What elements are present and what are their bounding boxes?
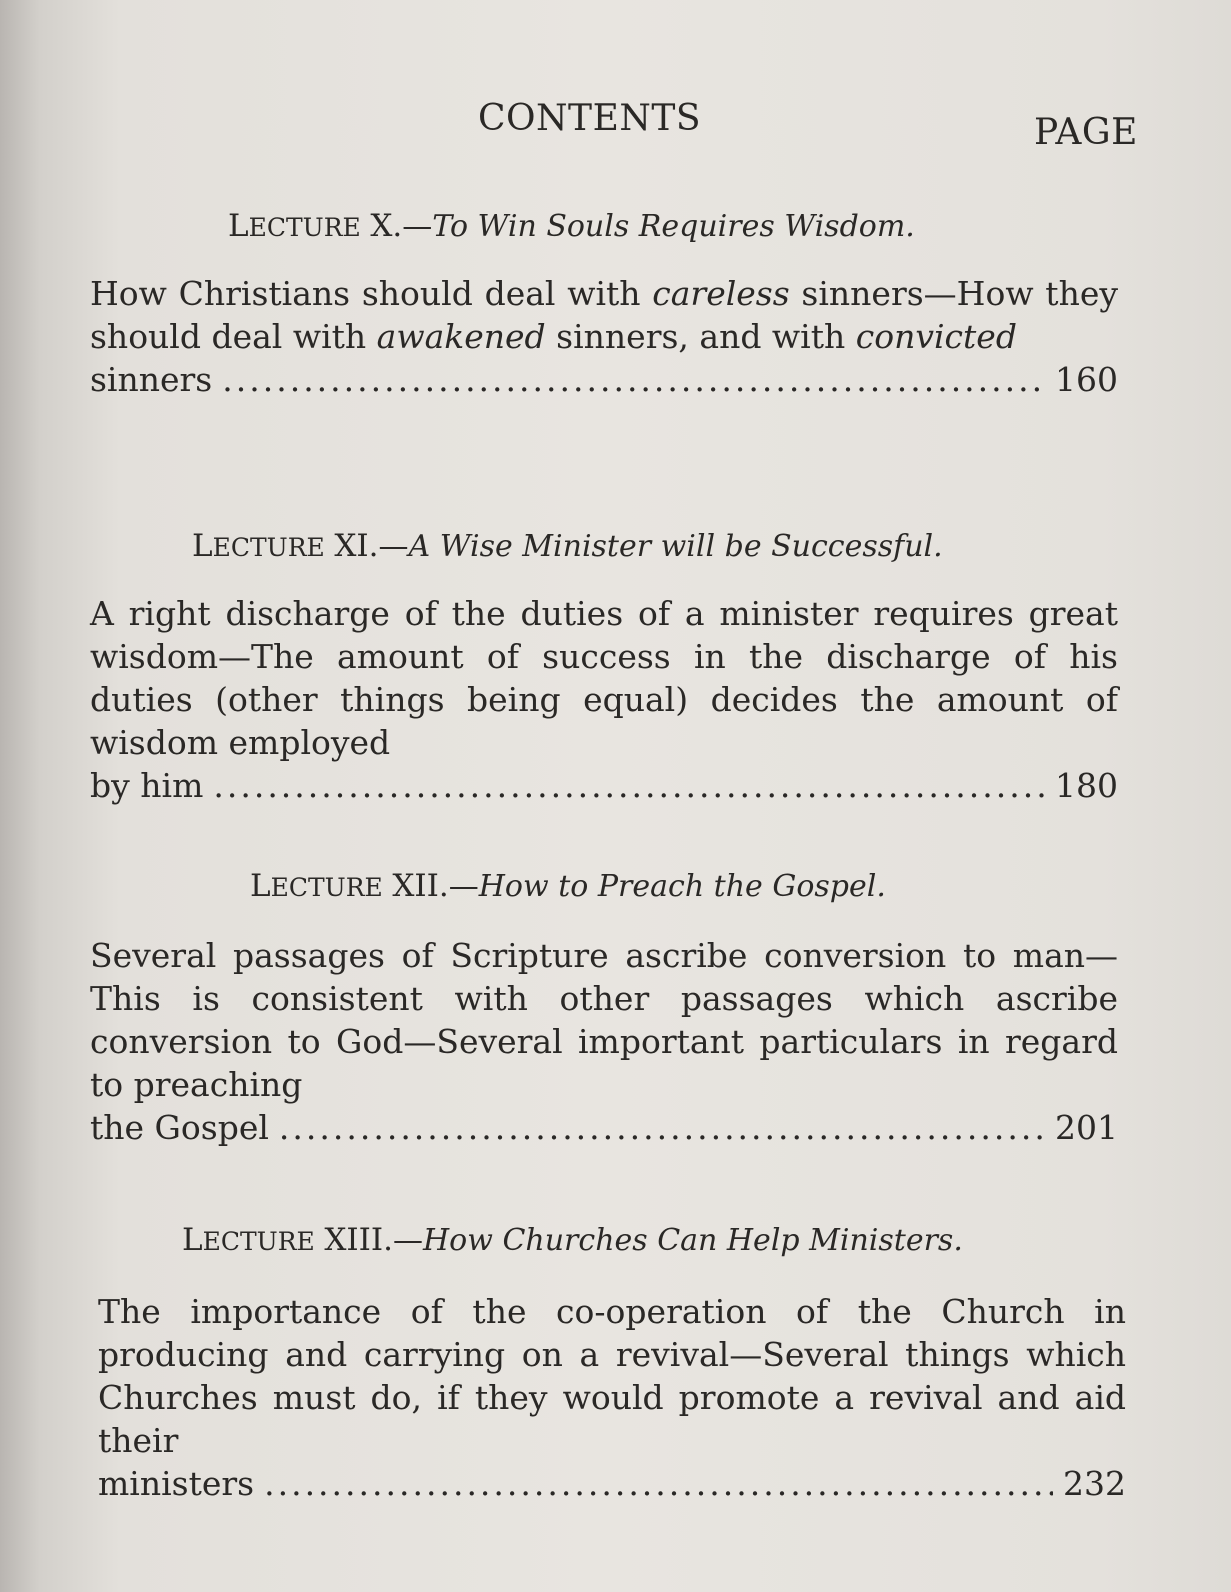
page-number: 201 (1055, 1108, 1118, 1147)
lecture-title: To Win Souls Requires Wisdom. (432, 209, 915, 244)
lecture-heading: LECTURE X.—To Win Souls Requires Wisdom. (228, 208, 915, 244)
desc-last-line: by him (90, 766, 204, 805)
page-number: 180 (1055, 766, 1118, 805)
lecture-label-initial: L (192, 528, 213, 564)
lecture-description (90, 934, 1118, 1149)
toc-entry-line (90, 358, 1118, 401)
lecture-label-initial: L (182, 1222, 203, 1258)
lecture-label-initial: L (228, 208, 249, 244)
desc-emphasis: convicted (855, 317, 1017, 356)
desc-last-line: sinners (90, 360, 213, 399)
contents-title: CONTENTS (478, 98, 702, 139)
page-column-label: PAGE (1034, 112, 1138, 153)
page-number: 232 (1063, 1464, 1126, 1503)
lecture-number: XIII. (324, 1222, 394, 1258)
lecture-number: XII. (392, 868, 449, 904)
lecture-number: X. (370, 208, 403, 244)
desc-text: A right discharge of the duties of a minister requires great wisdom—The amount of success in the discharge of his duties (other things being equal) decides the amount of wisdom employed (90, 594, 1118, 762)
desc-text: sinners, and with (545, 317, 856, 356)
dot-leader (213, 764, 1045, 807)
lecture-heading: LECTURE XI.—A Wise Minister will be Successful. (192, 528, 943, 564)
dot-leader (264, 1462, 1053, 1505)
lecture-number: XI. (334, 528, 379, 564)
lecture-label-rest: ECTURE (270, 873, 383, 902)
toc-entry-line (90, 764, 1118, 807)
desc-last-line: ministers (98, 1464, 255, 1503)
dot-leader (222, 358, 1045, 401)
lecture-description (90, 272, 1118, 401)
lecture-title: A Wise Minister will be Successful. (408, 529, 943, 564)
desc-text: The importance of the co-operation of the Church in producing and carrying on a revival—Several things which Churches must do, if they would promote a revival and aid their (98, 1292, 1126, 1460)
dot-leader (279, 1106, 1045, 1149)
lecture-heading: LECTURE XIII.—How Churches Can Help Ministers. (182, 1222, 963, 1258)
lecture-heading: LECTURE XII.—How to Preach the Gospel. (250, 868, 886, 904)
lecture-label-rest: ECTURE (212, 533, 325, 562)
desc-emphasis: careless (652, 274, 790, 313)
lecture-title: How Churches Can Help Ministers. (423, 1223, 963, 1258)
desc-last-line: the Gospel (90, 1108, 269, 1147)
toc-entry-line (90, 1106, 1118, 1149)
lecture-label-rest: ECTURE (248, 213, 361, 242)
lecture-title: How to Preach the Gospel. (478, 869, 886, 904)
desc-text: sinners—How they should deal with (90, 274, 1118, 356)
lecture-label-initial: L (250, 868, 271, 904)
page-number: 160 (1055, 360, 1118, 399)
lecture-label-rest: ECTURE (202, 1227, 315, 1256)
desc-text: Several passages of Scripture ascribe conversion to man—This is consistent with other passages which ascribe conversion to God—Several important particulars in regard to preaching (90, 936, 1118, 1104)
desc-emphasis: awakened (376, 317, 546, 356)
desc-text: How Christians should deal with (90, 274, 653, 313)
lecture-description (90, 592, 1118, 807)
lecture-description (98, 1290, 1126, 1505)
toc-entry-line (98, 1462, 1126, 1505)
